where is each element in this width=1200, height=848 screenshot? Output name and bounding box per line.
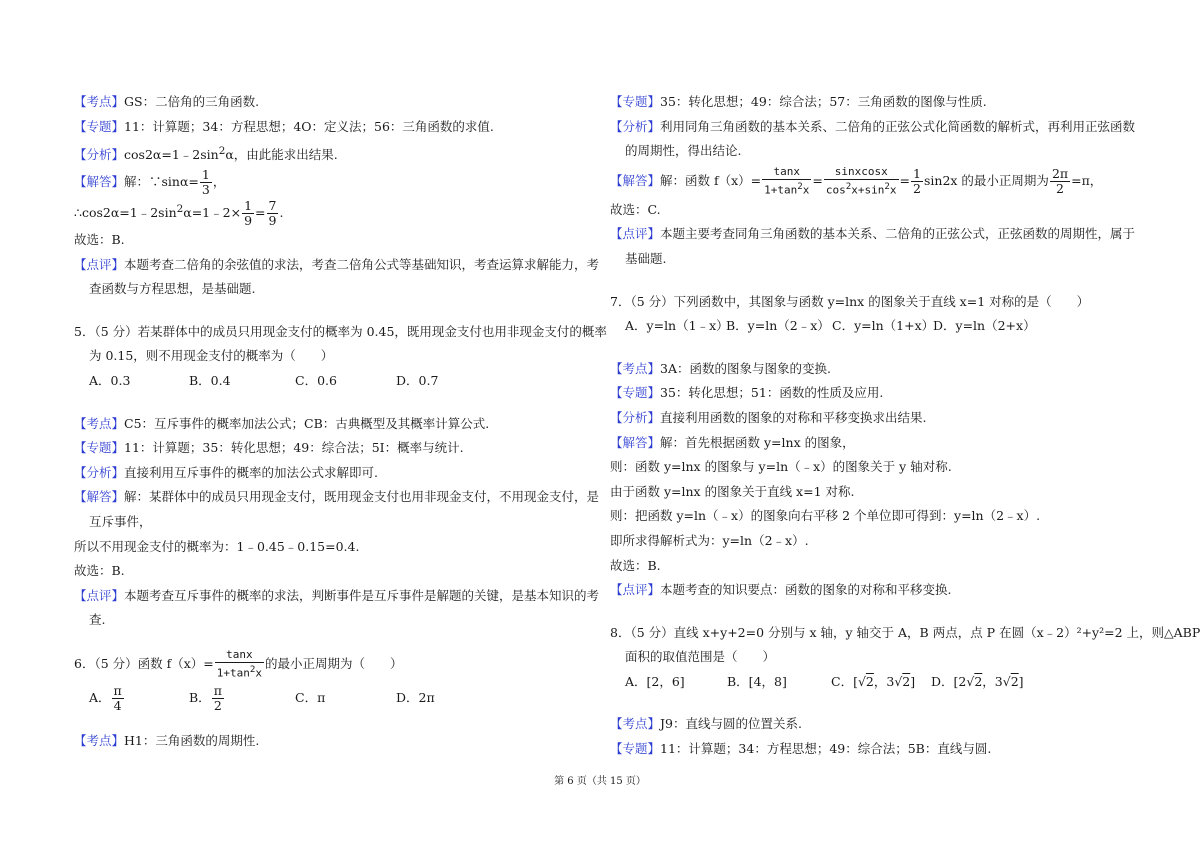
- q5-option-a: A．0.3: [89, 373, 131, 389]
- q6-option-b: B． $\frac{\pi}{2}$: [189, 683, 222, 713]
- kaodian-tag: 【考点】: [74, 94, 125, 109]
- sqrt-icon: √: [894, 673, 903, 689]
- kaodian-tag: 【考点】: [74, 733, 125, 748]
- q4-calc: $\therefore\cos 2\alpha=1﹣2\sin^2\alpha=1﹣2\times$ $\frac{1}{9}$ = $\frac{7}{9}$ .: [74, 198, 284, 229]
- q6-jieda: 【解答】解：函数 f（x）= $\frac{\tan x}{1+\tan^2x}$ = $\frac{\text{sinxcosx}}{\cos^2x+\sin^2x}$ = $\frac{1}{2}$ sin2x 的最小正周期为 $\frac{2\pi}{2}$ =π，: [610, 164, 1103, 197]
- dianping-tag: 【点评】: [610, 582, 661, 598]
- fraction: $\frac{2\pi}{2}$: [1051, 165, 1069, 196]
- q6-stem: 6．（5 分）函数 f（x）= $\frac{\tan x}{1+\tan^2x}$ 的最小正周期为（ ）: [74, 648, 403, 680]
- q7-options: [610, 314, 1135, 339]
- fenxi-tag: 【分析】: [74, 147, 125, 163]
- q6-option-c: C．π: [295, 690, 326, 705]
- q5-stem-cont: 为 0.15，则不用现金支付的概率为（ ）: [89, 348, 334, 364]
- q5-option-c: C．0.6: [295, 373, 337, 389]
- q6-option-d: D．2π: [396, 690, 435, 705]
- q6-zhuanti: 【专题】35：转化思想；49：综合法；57：三角函数的图像与性质.: [610, 94, 987, 109]
- q7-option-c: C．y=ln（1+x）: [832, 318, 935, 334]
- q8-option-a: A．[2，6]: [625, 673, 685, 689]
- q7-answer: 故选：B.: [610, 557, 661, 573]
- q8-stem: 8．（5 分）直线 x+y+2=0 分别与 x 轴，y 轴交于 A，B 两点，点 P 在圆（x﹣2）²+y²=2 上，则△ABP: [610, 624, 1200, 640]
- right-column: [610, 90, 1200, 762]
- q7-stem: 7．（5 分）下列函数中，其图象与函数 y=lnx 的图象关于直线 x=1 对称的是（ ）: [610, 293, 1090, 309]
- q6-options: [74, 681, 594, 715]
- q4-answer: 故选：B.: [74, 232, 125, 248]
- q5-option-b: B．0.4: [189, 373, 231, 389]
- q7-line-1: 则：函数 y=lnx 的图象与 y=ln（﹣x）的图象关于 y 轴对称.: [610, 459, 952, 475]
- fraction: $\frac{1}{2}$: [913, 165, 921, 196]
- q7-option-d: D．y=ln（2+x）: [933, 318, 1036, 334]
- q6-dianping: 【点评】本题主要考查同角三角函数的基本关系、二倍角的正弦公式，正弦函数的周期性，属于: [610, 226, 1136, 242]
- fraction: $\frac{1}{9}$: [244, 198, 253, 229]
- left-column: [74, 90, 607, 754]
- q8-option-b: B．[4，8]: [727, 673, 787, 689]
- zhuanti-tag: 【专题】: [74, 118, 125, 134]
- q6-dianping-cont: 基础题.: [625, 250, 667, 266]
- jieda-tag: 【解答】: [74, 489, 125, 505]
- q7-zhuanti: 【专题】35：转化思想；51：函数的性质及应用.: [610, 385, 884, 401]
- zhuanti-tag: 【专题】: [610, 385, 661, 401]
- q4-dianping-cont: 查函数与方程思想，是基础题.: [89, 281, 256, 297]
- dianping-tag: 【点评】: [610, 226, 661, 242]
- q8-kaodian: 【考点】J9：直线与圆的位置关系.: [610, 716, 802, 732]
- q8-options: [610, 670, 1135, 695]
- sqrt-icon: √: [857, 673, 866, 689]
- q7-line-2: 由于函数 y=lnx 的图象关于直线 x=1 对称.: [610, 483, 855, 499]
- q4-jieda: 【解答】解：∵sinα= $\frac{1}{3}$ ，: [74, 166, 226, 197]
- kaodian-tag: 【考点】: [610, 360, 661, 376]
- zhuanti-tag: 【专题】: [610, 94, 661, 109]
- q5-fenxi: 【分析】直接利用互斥事件的概率的加法公式求解即可.: [74, 464, 378, 480]
- jieda-tag: 【解答】: [610, 172, 661, 188]
- kaodian-tag: 【考点】: [610, 716, 661, 732]
- q5-stem: 5．（5 分）若某群体中的成员只用现金支付的概率为 0.45，既用现金支付也用非现金支付的概率: [74, 323, 607, 339]
- q4-fenxi: 【分析】$\cos 2\alpha=1﹣2\sin^2\alpha$，由此能求出结果.: [74, 145, 338, 163]
- q7-line-3: 则：把函数 y=ln（﹣x）的图象向右平移 2 个单位即可得到：y=ln（2﹣x）.: [610, 508, 1041, 524]
- q5-options: [74, 369, 594, 394]
- zhuanti-tag: 【专题】: [74, 440, 125, 456]
- q7-line-4: 即所求得解析式为：y=ln（2﹣x）.: [610, 532, 809, 548]
- q4-zhuanti: 【专题】11：计算题；34：方程思想；4O：定义法；56：三角函数的求值.: [74, 118, 494, 134]
- fenxi-tag: 【分析】: [74, 464, 125, 480]
- q7-kaodian: 【考点】3A：函数的图象与图象的变换.: [610, 360, 831, 376]
- sqrt-icon: √: [1002, 673, 1011, 689]
- q5-jieda-cont: 互斥事件，: [89, 514, 152, 530]
- dianping-tag: 【点评】: [74, 587, 125, 603]
- q4-dianping: 【点评】本题考查二倍角的余弦值的求法，考查二倍角公式等基础知识，考查运算求解能力，考: [74, 256, 600, 272]
- q6-answer: 故选：C.: [610, 201, 661, 217]
- fraction: $\frac{\tan x}{1+\tan^2x}$: [216, 648, 263, 680]
- fraction: $\frac{\pi}{2}$: [213, 683, 222, 713]
- q7-dianping: 【点评】本题考查的知识要点：函数的图象的对称和平移变换.: [610, 582, 952, 598]
- fraction: $\frac{1}{3}$: [201, 166, 210, 197]
- jieda-tag: 【解答】: [610, 434, 661, 450]
- q8-option-c: C．[√2，3√2]: [831, 670, 931, 695]
- page-footer: 第 6 页（共 15 页）: [554, 776, 646, 787]
- fraction: $\frac{\text{sinxcosx}}{\cos^2x+\sin^2x}$: [825, 164, 897, 197]
- q8-zhuanti: 【专题】11：计算题；34：方程思想；49：综合法；5B：直线与圆.: [610, 741, 992, 757]
- q5-answer: 故选：B.: [74, 563, 125, 579]
- jieda-tag: 【解答】: [74, 173, 125, 189]
- fraction: $\frac{\tan x}{1+\tan^2x}$: [764, 164, 810, 197]
- q5-calc: 所以不用现金支付的概率为：1﹣0.45﹣0.15=0.4.: [74, 538, 360, 554]
- q6-option-a: A． $\frac{\pi}{4}$: [89, 683, 122, 713]
- q7-jieda: 【解答】解：首先根据函数 y=lnx 的图象，: [610, 434, 855, 450]
- q7-option-b: B．y=ln（2﹣x）: [726, 318, 830, 334]
- fraction: $\frac{7}{9}$: [268, 198, 277, 229]
- fraction: $\frac{\pi}{4}$: [113, 683, 122, 713]
- q5-kaodian: 【考点】C5：互斥事件的概率加法公式；CB：古典概型及其概率计算公式.: [74, 415, 490, 431]
- q5-dianping: 【点评】本题考查互斥事件的概率的求法，判断事件是互斥事件是解题的关键，是基本知识的考: [74, 587, 600, 603]
- q5-dianping-cont: 查.: [89, 612, 106, 628]
- kaodian-tag: 【考点】: [74, 415, 125, 431]
- q5-jieda: 【解答】解：某群体中的成员只用现金支付，既用现金支付也用非现金支付，不用现金支付，是: [74, 489, 600, 505]
- q6-kaodian: 【考点】H1：三角函数的周期性.: [74, 733, 260, 748]
- fenxi-tag: 【分析】: [610, 409, 661, 425]
- dianping-tag: 【点评】: [74, 256, 125, 272]
- q7-option-a: A．y=ln（1﹣x）: [625, 318, 729, 334]
- q6-fenxi: 【分析】利用同角三角函数的基本关系、二倍角的正弦公式化简函数的解析式，再利用正弦函数: [610, 118, 1136, 134]
- q7-fenxi: 【分析】直接利用函数的图象的对称和平移变换求出结果.: [610, 409, 927, 425]
- q5-zhuanti: 【专题】11：计算题；35：转化思想；49：综合法；5I：概率与统计.: [74, 440, 464, 456]
- q5-option-d: D．0.7: [396, 373, 439, 389]
- q8-stem-cont: 面积的取值范围是（ ）: [625, 649, 776, 665]
- fenxi-tag: 【分析】: [610, 118, 661, 134]
- q6-fenxi-cont: 的周期性，得出结论.: [625, 143, 742, 159]
- sqrt-icon: √: [966, 673, 975, 689]
- zhuanti-tag: 【专题】: [610, 741, 661, 757]
- q4-kaodian: 【考点】GS：二倍角的三角函数.: [74, 94, 260, 109]
- q8-option-d: D．[2√2，3√2]: [931, 670, 1024, 695]
